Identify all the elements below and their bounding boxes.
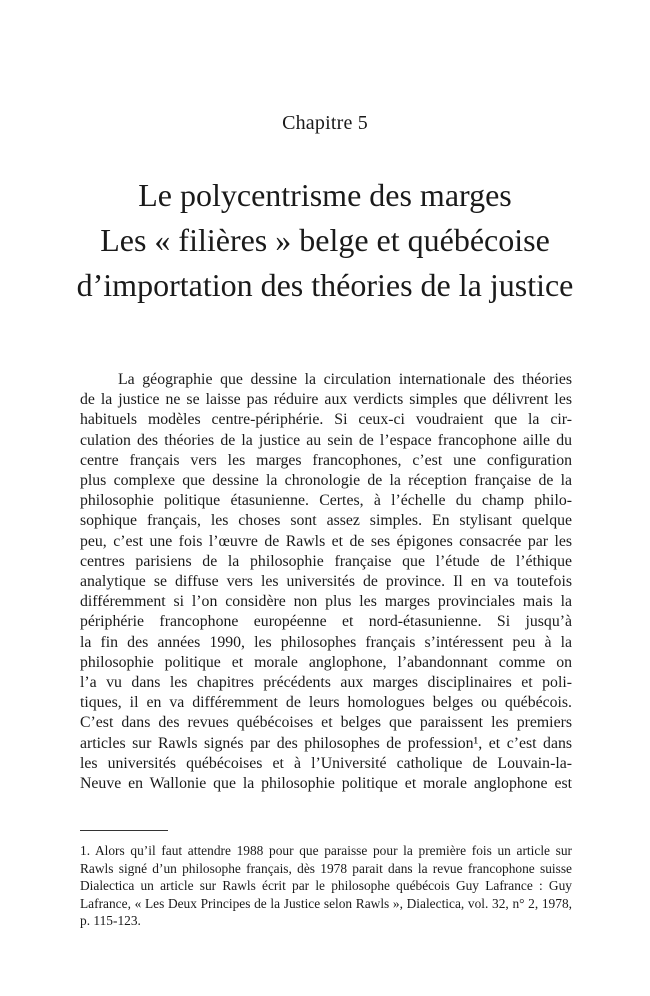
body-line: centres parisiens de la philosophie française que l’étude de l’éthique <box>80 552 572 570</box>
chapter-title-line: Les « filières » belge et québécoise <box>100 222 550 258</box>
body-line: la fin des années 1990, les philosophes français s’intéressent peu à la <box>80 633 572 651</box>
footnote-line: Lafrance, « Les Deux Principes de la Justice selon Rawls », Dialectica, vol. 32, n° 2, 1978, <box>80 895 572 911</box>
body-line: peu, c’est une fois l’œuvre de Rawls et de ses épigones consacrée par les <box>80 532 572 550</box>
body-line: de la justice ne se laisse pas réduire aux verdicts simples que délivrent les <box>80 391 572 409</box>
body-line: habituels modèles centre-périphérie. Si ceux-ci voudraient que la cir- <box>80 411 572 429</box>
chapter-title-line: Le polycentrisme des marges <box>138 177 512 213</box>
body-paragraph <box>80 370 572 794</box>
body-line: analytique se diffuse vers les universités de province. Il en va toutefois <box>80 573 572 591</box>
body-line: articles sur Rawls signés par des philosophes de profession¹, et c’est dans <box>80 734 572 752</box>
body-line: l’a vu dans les chapitres précédents aux marges disciplinaires et poli- <box>80 674 572 692</box>
chapter-title-line: d’importation des théories de la justice <box>76 267 574 303</box>
footnote <box>80 842 572 930</box>
chapter-label: Chapitre 5 <box>282 112 368 134</box>
body-line: différemment si l’on considère non plus les marges provinciales mais la <box>80 593 572 611</box>
body-line: culation des théories de la justice au sein de l’espace francophone aille du <box>80 431 572 449</box>
body-line: centre français vers les marges francophones, c’est une configuration <box>80 451 572 469</box>
body-line: C’est dans des revues québécoises et belges que paraissent les premiers <box>80 714 572 732</box>
footnote-line: p. 115-123. <box>80 913 141 929</box>
body-line: philosophie politique étasunienne. Certes, à l’échelle du champ philo- <box>80 492 572 510</box>
body-line: La géographie que dessine la circulation internationale des théories <box>118 371 572 388</box>
body-line: plus complexe que dessine la chronologie de la réception française de la <box>80 472 572 490</box>
body-line: périphérie francophone européenne et nord-étasunienne. Si jusqu’à <box>80 613 572 631</box>
footnote-line: Dialectica un article sur Rawls écrit par le philosophe québécois Guy Lafrance : Guy <box>80 878 572 894</box>
body-line: Neuve en Wallonie que la philosophie politique et morale anglophone est <box>80 775 572 793</box>
footnote-divider <box>80 830 168 831</box>
footnote-line: 1. Alors qu’il faut attendre 1988 pour que paraisse pour la première fois un article sur <box>80 843 572 858</box>
body-line: sophique français, les choses sont assez simples. En stylisant quelque <box>80 512 572 530</box>
body-line: tiques, il en va différemment de leurs homologues belges ou québécois. <box>80 694 572 712</box>
chapter-title <box>40 173 610 308</box>
body-line: philosophie politique et morale anglophone, l’abandonnant comme on <box>80 653 572 671</box>
body-line: les universités québécoises et à l’Université catholique de Louvain-la- <box>80 754 572 772</box>
footnote-line: Rawls signé d’un philosophe français, dès 1978 parait dans la revue francophone suisse <box>80 860 572 876</box>
